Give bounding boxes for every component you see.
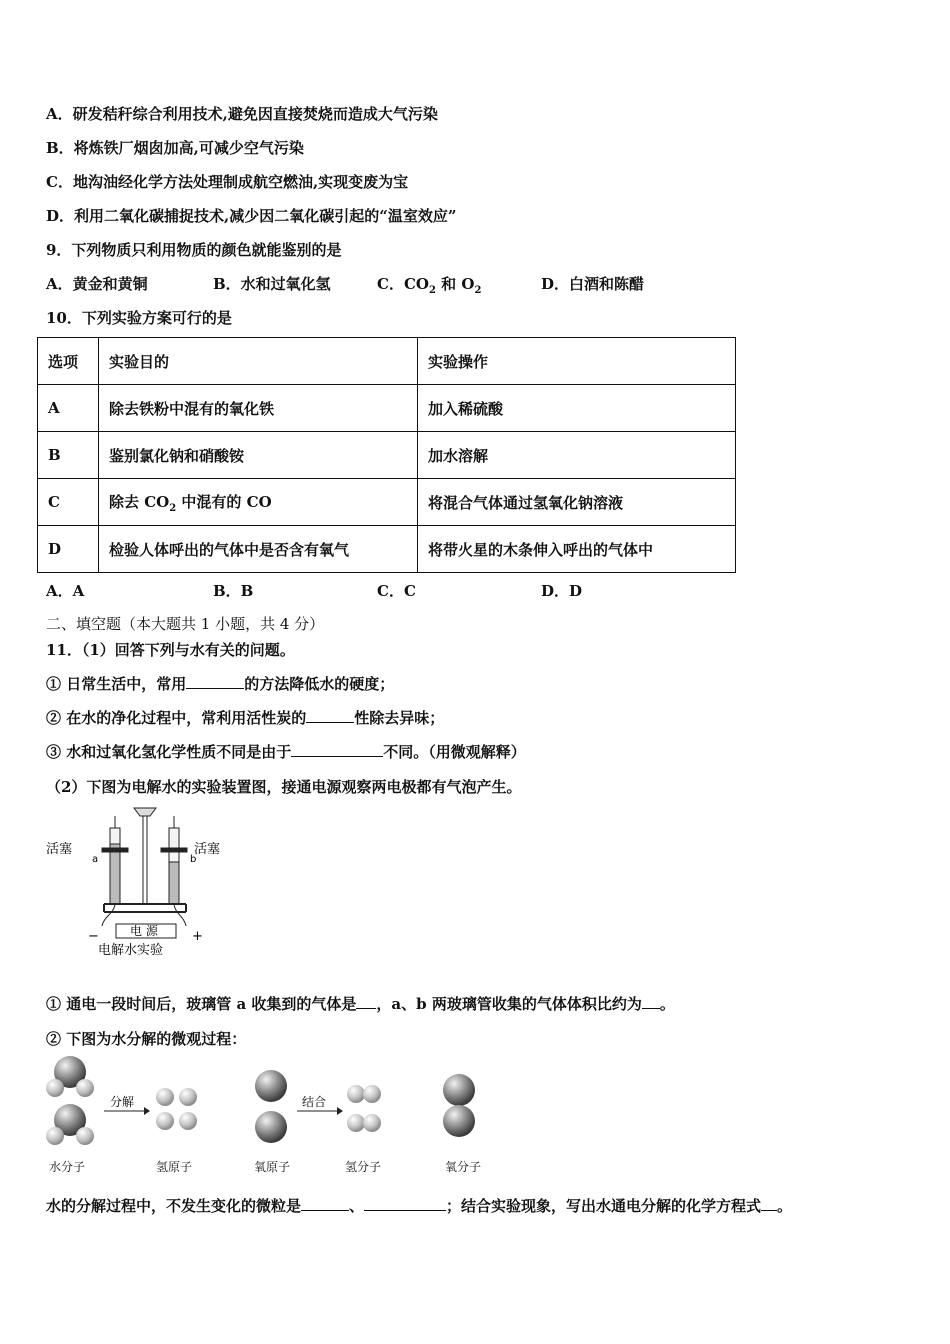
answer-blank[interactable] [291,742,383,757]
apparatus-left-label: 活塞 [46,842,73,857]
answer-blank[interactable] [356,994,376,1009]
q11-sub1: ① 日常生活中，常用 的方法降低水的硬度； [46,675,395,693]
table-row [38,526,736,573]
label-hydrogen-atom: 氢原子 [156,1160,193,1174]
minus-sign: − [88,929,99,944]
q10-answer-a: A．A [46,582,85,600]
electrolysis-apparatus-figure [44,804,244,958]
answer-blank[interactable] [301,1196,349,1211]
power-source-label: 电 源 [130,924,158,938]
water-decomposition-micro-figure [40,1054,500,1148]
table-cell-goal: 鉴别氯化钠和硝酸铵 [99,432,418,479]
arrow-decompose-label: 分解 [110,1095,135,1109]
q9-option-c: C．$CO_2$ 和 $O_2$ [377,275,482,296]
q11-question-a: ① 通电一段时间后，玻璃管 a 收集到的气体是 ，a、b 两玻璃管收集的气体体积比约为 。 [46,995,675,1013]
table-header-cell: 实验操作 [418,338,736,385]
q8-option-d: D．利用二氧化碳捕捉技术,减少因二氧化碳引起的“温室效应” [46,207,457,225]
table-cell-operation: 加入稀硫酸 [418,385,736,432]
label-hydrogen-molecule: 氢分子 [345,1160,382,1174]
q9-option-d: D．白酒和陈醋 [541,275,645,293]
label-oxygen-molecule: 氧分子 [445,1160,482,1174]
label-water-molecule: 水分子 [49,1160,86,1174]
answer-blank[interactable] [186,674,244,689]
q8-option-c: C．地沟油经化学方法处理制成航空燃油,实现变废为宝 [46,173,409,191]
section-title: 二、填空题（本大题共 1 小题，共 4 分） [46,615,325,633]
q9-stem: 9．下列物质只利用物质的颜色就能鉴别的是 [46,241,342,259]
q11-question-b: ② 下图为水分解的微观过程： [46,1030,247,1048]
table-header-cell: 实验目的 [99,338,418,385]
q9-option-b: B．水和过氧化氢 [213,275,331,293]
answer-blank[interactable] [364,1196,446,1211]
table-cell-option: C [38,479,99,526]
table-cell-goal: 除去铁粉中混有的氧化铁 [99,385,418,432]
table-cell-option: A [38,385,99,432]
q10-answer-b: B．B [213,582,254,600]
table-cell-option: D [38,526,99,573]
table-row [38,385,736,432]
plus-sign: + [192,929,203,944]
water-molecules [46,1056,94,1145]
q11-final-question: 水的分解过程中，不发生变化的微粒是 、 ；结合实验现象，写出水通电分解的化学方程式 。 [46,1197,793,1215]
answer-blank[interactable] [761,1196,777,1211]
table-row [38,432,736,479]
table-cell-option: B [38,432,99,479]
arrow-combine-label: 结合 [302,1095,327,1109]
apparatus-caption: 电解水实验 [98,943,164,958]
q10-answer-c: C．C [377,582,416,600]
oxygen-molecule [443,1074,475,1137]
label-oxygen-atom: 氧原子 [254,1160,291,1174]
table-cell-operation: 将带火星的木条伸入呼出的气体中 [418,526,736,573]
hydrogen-molecules [347,1085,381,1132]
q8-option-a: A．研发秸秆综合利用技术,避免因直接焚烧而造成大气污染 [46,105,438,123]
q8-option-b: B．将炼铁厂烟囱加高,可减少空气污染 [46,139,304,157]
q11-part2: （2）下图为电解水的实验装置图，接通电源观察两电极都有气泡产生。 [46,778,522,796]
q11-stem: 11．（1）回答下列与水有关的问题。 [46,641,295,659]
q11-sub2: ② 在水的净化过程中，常利用活性炭的 性除去异味； [46,709,445,727]
tube-b-label: b [190,854,197,865]
table-row [38,479,736,526]
q9-option-a: A．黄金和黄铜 [46,275,148,293]
q10-table [37,337,736,573]
table-cell-goal: 检验人体呼出的气体中是否含有氧气 [99,526,418,573]
answer-blank[interactable] [642,994,660,1009]
table-header-cell: 选项 [38,338,99,385]
hydrogen-atoms [156,1088,197,1130]
apparatus-right-label: 活塞 [194,842,221,857]
answer-blank[interactable] [306,708,354,723]
table-cell-operation: 加水溶解 [418,432,736,479]
q10-stem: 10．下列实验方案可行的是 [46,309,232,327]
oxygen-atoms [255,1070,287,1143]
table-header-row [38,338,736,385]
table-cell-goal: 除去 $CO_2$ 中混有的 CO [99,479,418,526]
q10-answer-d: D．D [541,582,583,600]
q11-sub3: ③ 水和过氧化氢化学性质不同是由于 不同。（用微观解释） [46,743,526,761]
tube-a-label: a [92,854,99,865]
table-cell-operation: 将混合气体通过氢氧化钠溶液 [418,479,736,526]
